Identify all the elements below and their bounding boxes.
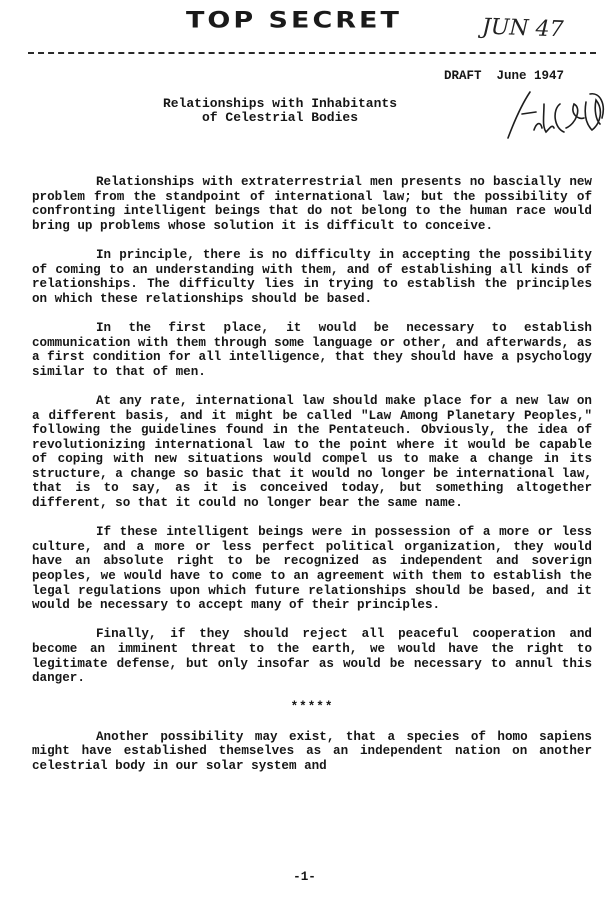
handwritten-signature (500, 84, 609, 144)
title-line-1: Relationships with Inhabitants (162, 96, 398, 111)
draft-label: DRAFT (444, 69, 482, 83)
title-line-2: of Celestrial Bodies (201, 110, 359, 125)
paragraph: If these intelligent beings were in possession of a more or less culture, and a more or less perfect political organization, they would have an absolute right to be recognized as independent and soverign peoples, we would have to come to an agreement with them to establish the legal regulations upon which future relationships should be based, and it would be necessary to accept many of their principles. (32, 525, 592, 613)
document-title (100, 97, 460, 125)
paragraph: Another possibility may exist, that a species of homo sapiens might have established themselves as an independent nation on another celestrial body in our solar system and (32, 729, 592, 773)
draft-date: June 1947 (496, 69, 565, 83)
paragraph: At any rate, international law should make place for a new law on a different basis, and it might be called "Law Among Planetary Peoples," following the guidelines found in the Pentateuch. Obviously, the idea of revolutionizing international law to the point where it would be capable of coping with new situations would compel us to make a change in its structure, a change so basic that it would no longer be international law, that is to say, as it is conceived today, but something altogether different, so that it could no longer bear the same name. (32, 393, 592, 511)
paragraph: Relationships with extraterrestrial men presents no bascially new problem from the standpoint of international law; but the possibility of confronting intelligent beings that do not belong to the human race would bring up problems whose solution it is difficult to conceive. (32, 175, 592, 233)
draft-line (444, 69, 564, 83)
header-rule (28, 52, 596, 54)
paragraph: Finally, if they should reject all peaceful cooperation and become an imminent threat to the earth, we would have the right to legitimate defense, but only insofar as would be necessary to annul this danger. (32, 627, 592, 686)
page-number: -1- (293, 870, 316, 884)
document-body (32, 175, 592, 788)
paragraph: In principle, there is no difficulty in accepting the possibility of coming to an understanding with them, and of establishing all kinds of relationships. The difficulty lies in trying to establish the principles on which these relationships should be based. (32, 247, 592, 306)
classification-stamp: TOP SECRET (186, 8, 402, 34)
handwritten-date: JUN 47 (481, 14, 565, 43)
paragraph: In the first place, it would be necessary to establish communication with them through some language or other, and afterwards, as a first condition for all intelligence, that they should have a psychology similar to that of men. (32, 320, 592, 379)
section-separator: ***** (290, 700, 334, 715)
